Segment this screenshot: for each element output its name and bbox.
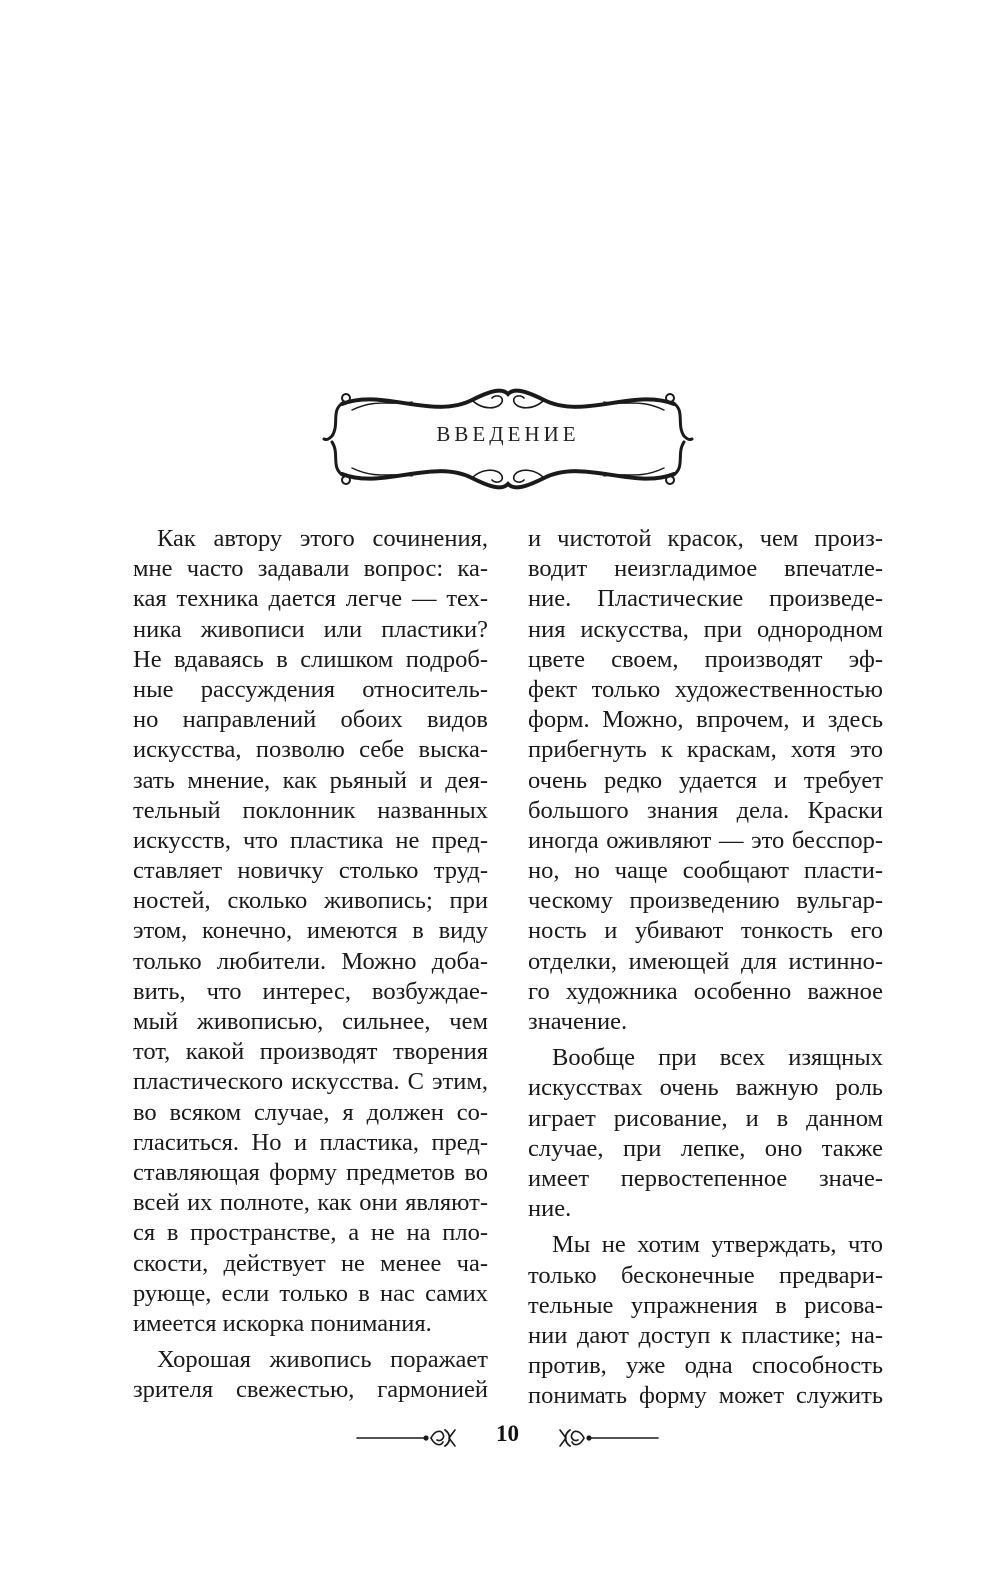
paragraph <box>133 524 488 1339</box>
text-column-left <box>133 524 488 1405</box>
text-line: только любители. Можно доба- <box>133 947 488 975</box>
text-line: ностей, сколько живопись; при <box>133 887 488 915</box>
text-line: большого знания дела. Краски <box>528 796 883 824</box>
text-line: искусств, что пластика не пред- <box>133 826 488 854</box>
text-line: ся в пространстве, а не на пло- <box>133 1219 488 1247</box>
text-line: форм. Можно, впрочем, и здесь <box>528 706 883 734</box>
text-line: зрителя свежестью, гармонией <box>133 1376 488 1404</box>
text-line: отделки, имеющей для истинно- <box>528 947 883 975</box>
text-line: кая техника дается легче — тех- <box>133 585 488 613</box>
paragraph <box>133 1345 488 1405</box>
text-line: во всяком случае, я должен со- <box>133 1098 488 1126</box>
chapter-title-frame <box>322 380 694 498</box>
text-line: ставляющая форму предметов во <box>133 1158 488 1186</box>
text-line: но, но чаще сообщают пласти- <box>528 857 883 885</box>
text-line: ные рассуждения относитель- <box>133 675 488 703</box>
text-line: ность и убивают тонкость его <box>528 917 883 945</box>
text-line: имеется искорка понимания. <box>133 1309 432 1337</box>
text-line: тельные упражнения в рисова- <box>528 1291 883 1319</box>
text-line: Как автору этого сочинения, <box>157 525 488 552</box>
text-line: прибегнуть к краскам, хотя это <box>528 736 883 764</box>
text-line: очень редко удается и требует <box>528 766 883 794</box>
text-line: понимать форму может служить <box>528 1382 883 1410</box>
text-line: только бесконечные предвари- <box>528 1261 883 1289</box>
page-number: 10 <box>496 1421 519 1446</box>
paragraph <box>528 1043 883 1224</box>
text-line: го художника особенно важное <box>528 977 883 1005</box>
text-line: мый живописью, сильнее, чем <box>133 1008 488 1035</box>
text-line: Вообще при всех изящных <box>552 1044 883 1072</box>
text-line: тельный поклонник названных <box>133 796 488 824</box>
text-line: ние. Пластические произведе- <box>528 585 883 613</box>
text-line: гласиться. Но и пластика, пред- <box>133 1128 488 1156</box>
text-line: скости, действует не менее ча- <box>133 1249 488 1277</box>
text-line: этом, конечно, имеются в виду <box>133 917 488 945</box>
text-column-right <box>528 524 883 1411</box>
text-line: рующе, если только в нас самих <box>133 1279 488 1307</box>
text-line: ние. <box>528 1195 572 1223</box>
text-line: значение. <box>528 1008 628 1035</box>
page-footer <box>355 1418 660 1458</box>
text-line: против, уже одна способность <box>528 1352 883 1380</box>
text-line: ника живописи или пластики? <box>133 615 488 643</box>
paragraph <box>528 1230 883 1411</box>
chapter-title: ВВЕДЕНИЕ <box>436 422 580 446</box>
paragraph <box>528 524 883 1037</box>
text-line: цвете своем, производят эф- <box>528 645 883 673</box>
text-line: искусства, позволю себе выска- <box>133 736 488 764</box>
text-line: водит неизгладимое впечатле- <box>528 555 883 583</box>
text-line: случае, при лепке, оно также <box>528 1134 883 1162</box>
text-line: нии дают доступ к пластике; на- <box>528 1321 883 1349</box>
text-line: вить, что интерес, возбуждае- <box>133 977 488 1005</box>
text-line: имеет первостепенное значе- <box>528 1164 883 1192</box>
text-line: тот, какой производят творения <box>133 1038 488 1066</box>
text-line: Мы не хотим утверждать, что <box>552 1231 883 1259</box>
text-line: иногда оживляют — это бесспор- <box>528 826 883 854</box>
text-line: Хорошая живопись поражает <box>157 1346 488 1374</box>
text-line: всей их полноте, как они являют- <box>133 1189 488 1217</box>
text-line: пластического искусства. С этим, <box>133 1068 488 1096</box>
text-line: мне часто задавали вопрос: ка- <box>133 555 488 583</box>
text-line: искусствах очень важную роль <box>528 1074 883 1102</box>
text-line: Не вдаваясь в слишком подроб- <box>133 645 488 673</box>
text-line: но направлений обоих видов <box>133 706 488 734</box>
text-line: ставляет новичку столько труд- <box>133 857 488 885</box>
text-line: и чистотой красок, чем произ- <box>528 525 883 552</box>
text-line: фект только художественностью <box>528 675 883 703</box>
text-line: ния искусства, при однородном <box>528 615 883 643</box>
text-line: зать мнение, как рьяный и дея- <box>133 766 488 794</box>
text-line: ческому произведению вульгар- <box>528 887 883 915</box>
text-line: играет рисование, и в данном <box>528 1104 883 1132</box>
